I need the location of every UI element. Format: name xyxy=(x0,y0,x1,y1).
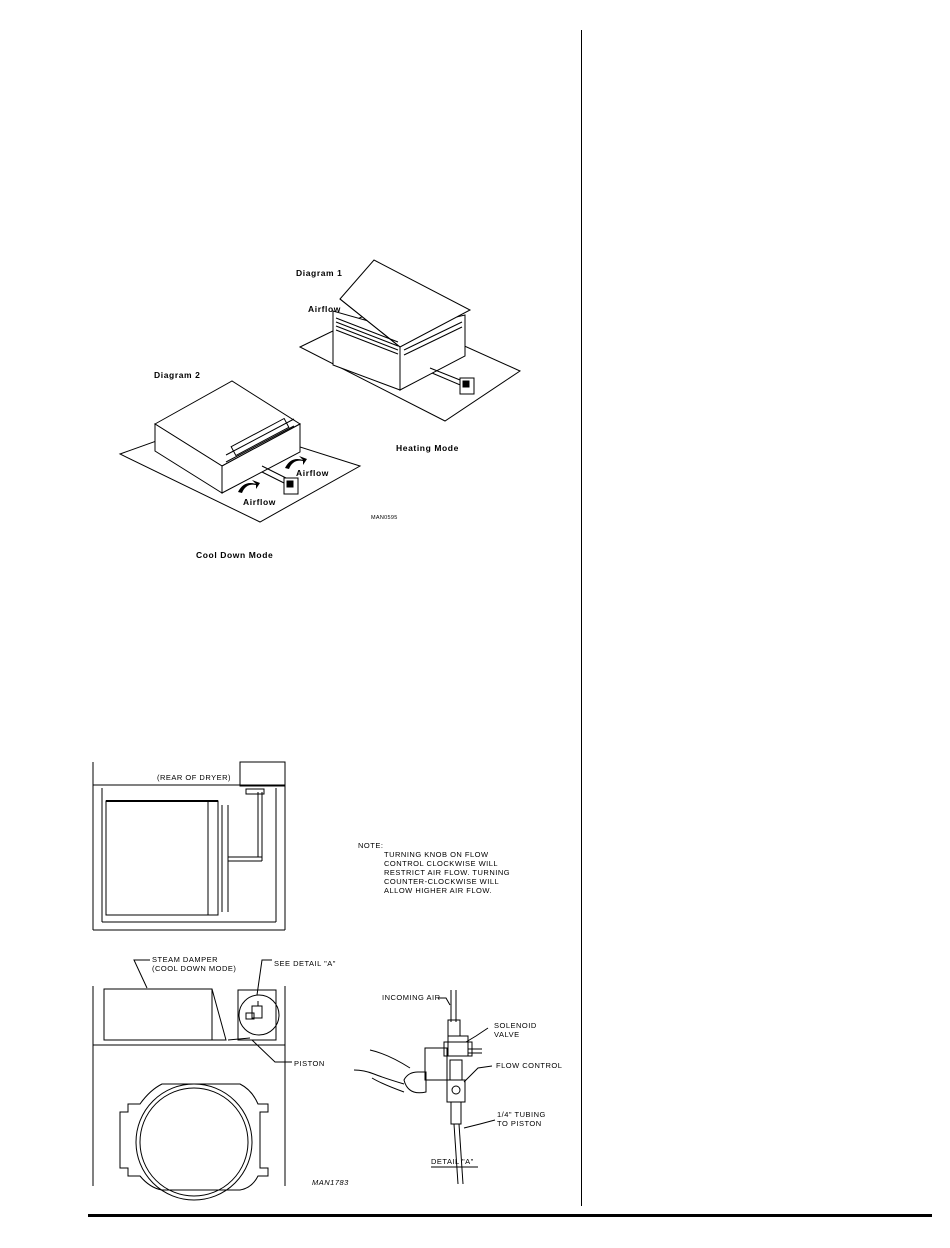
heating-mode-caption: Heating Mode xyxy=(396,443,459,453)
diagram1-label: Diagram 1 xyxy=(296,268,343,278)
footer-rule xyxy=(88,1214,932,1217)
steam-damper-label: STEAM DAMPER xyxy=(152,955,219,964)
note-line-1: TURNING KNOB ON FLOW xyxy=(384,850,489,859)
front-view-frame xyxy=(93,986,285,1186)
see-detail-a-label: SEE DETAIL "A" xyxy=(274,959,336,968)
note-line-3: RESTRICT AIR FLOW. TURNING xyxy=(384,868,511,877)
tubing-to-piston-label: TO PISTON xyxy=(497,1119,542,1128)
damper-mode-figure xyxy=(0,0,950,600)
note-line-2: CONTROL CLOCKWISE WILL xyxy=(384,859,499,868)
diagram2-airflow-label-left: Airflow xyxy=(243,497,277,507)
flow-control-label: FLOW CONTROL xyxy=(496,1061,563,1070)
note-line-4: COUNTER-CLOCKWISE WILL xyxy=(384,877,500,886)
rear-of-dryer-label: (REAR OF DRYER) xyxy=(157,773,232,782)
detail-a-circle xyxy=(239,995,279,1035)
diagram1-damper-box xyxy=(333,260,470,390)
figure1-ref-code: MAN0595 xyxy=(371,515,398,521)
dryer-door-outline xyxy=(120,1084,268,1200)
note-line-5: ALLOW HIGHER AIR FLOW. xyxy=(384,886,493,895)
steam-damper-mode-label: (COOL DOWN MODE) xyxy=(152,964,237,973)
solenoid-valve-label: SOLENOID xyxy=(494,1021,537,1030)
cool-down-mode-caption: Cool Down Mode xyxy=(196,550,274,560)
detail-a-caption: DETAIL "A" xyxy=(431,1157,474,1166)
steam-damper-box xyxy=(104,989,226,1040)
rear-view-frame xyxy=(93,762,285,930)
diagram1-piston xyxy=(430,368,474,394)
diagram1-airflow-label: Airflow xyxy=(308,304,342,314)
note-title: NOTE: xyxy=(358,841,384,850)
piston-label: PISTON xyxy=(294,1059,325,1068)
damper-top-view xyxy=(106,801,218,915)
diagram2-piston xyxy=(262,466,298,494)
diagram2-damper-box xyxy=(155,381,300,493)
solenoid-valve-label-2: VALVE xyxy=(494,1030,520,1039)
diagram2-airflow-label-right: Airflow xyxy=(296,468,330,478)
incoming-air-label: INCOMING AIR xyxy=(382,993,441,1002)
detail-a-assembly xyxy=(354,990,482,1184)
tubing-label: 1/4" TUBING xyxy=(497,1110,546,1119)
figure2-ref-code: MAN1783 xyxy=(312,1178,349,1187)
diagram2-label: Diagram 2 xyxy=(154,370,201,380)
